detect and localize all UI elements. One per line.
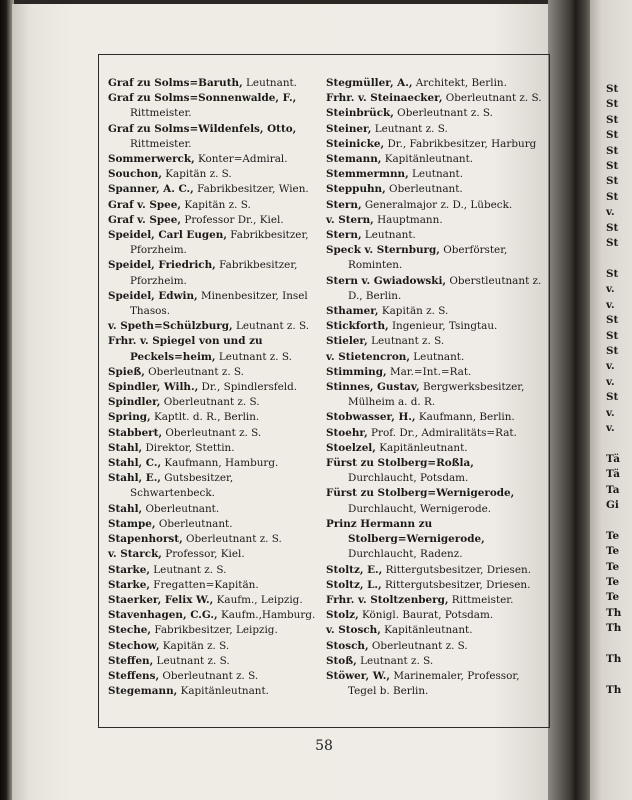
entry-name: Spanner, A. C.,: [108, 183, 194, 196]
entry-detail: Kapitänleutnant.: [379, 441, 468, 454]
entry-name: v. Stern,: [326, 213, 374, 226]
entry-detail: Oberleutnant.: [145, 502, 220, 515]
entry-detail: Oberleutnant z. S.: [162, 669, 259, 682]
entry-name: v. Stietencron,: [326, 350, 410, 363]
entry-detail: Kaufm., Leipzig.: [216, 593, 303, 606]
entry-detail: Mar.=Int.=Rat.: [389, 365, 472, 378]
directory-entry: [108, 410, 320, 425]
entry-name: Stemmermnn,: [326, 168, 409, 181]
entry-detail: Oberleutnant z. S.: [186, 533, 282, 546]
directory-entry: [108, 654, 320, 669]
entry-name: Steffen,: [108, 654, 154, 667]
entry-name: Graf zu Solms=Wildenfels, Otto,: [108, 122, 297, 135]
page-number: 58: [315, 738, 333, 754]
directory-entry: [108, 547, 320, 562]
directory-entry: [108, 334, 320, 364]
directory-entry: [326, 654, 542, 669]
entry-name: Steinbrück,: [326, 107, 394, 120]
entry-name: Stern,: [326, 198, 362, 211]
entry-detail: Rittergutsbesitzer, Driesen.: [384, 578, 531, 591]
next-page-fragment: [606, 251, 632, 266]
entry-name: Steffens,: [108, 669, 160, 682]
directory-entry: [108, 213, 320, 228]
directory-entry: [326, 669, 542, 699]
entry-name: Stahl, E.,: [108, 472, 161, 485]
entry-name: Graf v. Spee,: [108, 198, 182, 211]
directory-entry: [108, 639, 320, 654]
directory-entry: [326, 91, 542, 106]
next-page-fragment: Te: [606, 576, 620, 588]
entry-name: Stavenhagen, C.G.,: [108, 609, 218, 622]
next-page-fragment: St: [606, 237, 619, 250]
entry-detail: Königl. Baurat, Potsdam.: [362, 609, 494, 622]
entry-detail: Fabrikbesitzer, Leipzig.: [154, 624, 278, 637]
next-page-fragment: Th: [606, 683, 622, 696]
entry-detail: Architekt, Berlin.: [415, 77, 507, 89]
entry-name: Stapenhorst,: [108, 533, 183, 546]
directory-entry: [108, 289, 320, 319]
directory-entry: [108, 182, 320, 197]
directory-entry: [326, 563, 542, 578]
directory-entry: [326, 578, 542, 593]
entry-detail: Oberleutnant z. S.: [445, 92, 542, 105]
entry-name: Stickforth,: [326, 320, 389, 333]
directory-entry: [108, 91, 320, 121]
directory-entry: [108, 532, 320, 547]
entry-name: Spring,: [108, 411, 151, 424]
entry-name: Steppuhn,: [326, 183, 386, 196]
directory-entry: [326, 456, 542, 486]
entry-detail: Durchlaucht, Wernigerode.: [348, 502, 492, 515]
entry-name: Stoltz, E.,: [326, 563, 383, 576]
entry-name: Stahl,: [108, 441, 143, 454]
entry-detail: Kapitän z. S.: [165, 168, 232, 181]
next-page-fragment: St: [606, 344, 619, 357]
entry-name: Graf zu Solms=Sonnenwalde, F.,: [108, 92, 297, 105]
directory-entry: [326, 426, 542, 441]
entry-detail: Kaufm.,Hamburg.: [220, 609, 316, 622]
directory-entry: [326, 350, 542, 365]
entry-detail: Minenbesitzer, Insel Thasos.: [130, 289, 308, 318]
directory-entry: [108, 426, 320, 441]
next-page-fragment: St: [606, 314, 619, 327]
entry-name: Steinicke,: [326, 137, 385, 150]
next-page-fragment: v.: [606, 298, 615, 311]
next-page-fragment: Gi: [606, 498, 619, 511]
entry-name: v. Starck,: [108, 548, 162, 561]
directory-entry: [326, 593, 542, 608]
directory-entry: [108, 684, 320, 699]
directory-entry: [108, 76, 320, 91]
entry-detail: Generalmajor z. D., Lübeck.: [364, 198, 513, 211]
entry-name: Stinnes, Gustav,: [326, 381, 420, 394]
entry-name: Stobwasser, H.,: [326, 411, 416, 424]
entry-detail: Kapitän z. S.: [184, 198, 251, 211]
next-page-fragment: v.: [606, 360, 615, 373]
entry-name: Stechow,: [108, 639, 160, 652]
directory-entry: [326, 76, 542, 91]
directory-entry: [326, 441, 542, 456]
directory-entry: [108, 152, 320, 167]
entry-detail: Leutnant z. S.: [153, 563, 227, 576]
next-page-fragment: Te: [606, 529, 620, 542]
entry-name: Spieß,: [108, 365, 145, 378]
directory-entry: [108, 365, 320, 380]
next-page-fragment: v.: [606, 283, 615, 296]
directory-entry: [326, 380, 542, 410]
next-page-fragments: [606, 82, 632, 698]
next-page-fragment: St: [606, 160, 619, 173]
entry-name: v. Stosch,: [326, 624, 381, 637]
next-page-fragment: Th: [606, 622, 622, 635]
next-page-fragment: St: [606, 190, 619, 203]
entry-name: Spindler,: [108, 396, 161, 409]
next-page-fragment: St: [606, 221, 619, 234]
directory-entry: [108, 563, 320, 578]
entry-name: Starke,: [108, 578, 150, 591]
directory-entry: [326, 243, 542, 273]
directory-entry: [326, 517, 542, 563]
entry-detail: Oberleutnant z. S.: [148, 365, 244, 378]
entry-name: Frhr. v. Spiegel von und zu Peckels=heim,: [108, 335, 263, 363]
entry-detail: Kaufmann, Hamburg.: [164, 457, 279, 470]
entry-name: Stoelzel,: [326, 441, 376, 454]
entry-name: Stern v. Gwiadowski,: [326, 274, 447, 287]
directory-entry: [326, 608, 542, 623]
directory-entry: [108, 502, 320, 517]
entry-detail: Marinemaler, Professor, Tegel b. Berlin.: [348, 669, 520, 698]
entry-name: Steche,: [108, 624, 152, 637]
entry-name: Fürst zu Stolberg=Wernigerode,: [326, 487, 515, 500]
directory-entry: [108, 593, 320, 608]
entry-detail: Hauptmann.: [377, 213, 443, 226]
entry-detail: Leutnant z. S.: [156, 654, 230, 667]
entry-name: Fürst zu Stolberg=Roßla,: [326, 457, 474, 470]
entry-detail: Rittmeister.: [130, 137, 192, 150]
entry-name: Stegmüller, A.,: [326, 77, 413, 89]
directory-entry: [108, 471, 320, 501]
entry-name: Speidel, Friedrich,: [108, 259, 216, 272]
directory-entry: [326, 623, 542, 638]
next-page-fragment: St: [606, 175, 619, 188]
directory-entry: [326, 213, 542, 228]
next-page-fragment: Tä: [606, 452, 620, 465]
entry-name: Stoltz, L.,: [326, 578, 382, 591]
entry-detail: Leutnant z. S.: [218, 350, 292, 363]
entry-name: Steiner,: [326, 122, 372, 135]
entry-name: Staerker, Felix W.,: [108, 593, 214, 606]
directory-entry: [108, 228, 320, 258]
next-page-fragment: v.: [606, 421, 615, 434]
directory-entry: [326, 639, 542, 654]
entry-detail: Gutsbesitzer, Schwartenbeck.: [130, 472, 234, 500]
entry-detail: Kapitänleutnant.: [384, 153, 474, 166]
entry-detail: Oberleutnant z. S.: [371, 639, 468, 652]
entry-name: Stolz,: [326, 609, 359, 622]
left-column: [108, 76, 320, 699]
directory-entry: [108, 456, 320, 471]
next-page-fragment: Te: [606, 545, 620, 558]
directory-entry: [326, 167, 542, 182]
entry-detail: Leutnant.: [412, 168, 464, 181]
entry-detail: Professor, Kiel.: [165, 548, 245, 561]
directory-entry: [326, 182, 542, 197]
entry-detail: Leutnant.: [413, 350, 465, 363]
entry-detail: Oberleutnant z. S.: [397, 107, 493, 120]
entry-detail: Fabrikbesitzer, Pforzheim.: [130, 259, 298, 287]
directory-entry: [326, 137, 542, 152]
entry-detail: Oberleutnant.: [158, 517, 233, 530]
entry-detail: Kapitänleutnant.: [180, 685, 269, 698]
directory-entry: [326, 334, 542, 349]
entry-detail: Dr., Spindlersfeld.: [201, 381, 298, 394]
directory-entry: [108, 319, 320, 334]
entry-detail: Kaufmann, Berlin.: [418, 411, 515, 424]
entry-name: Speck v. Sternburg,: [326, 244, 440, 257]
directory-entry: [326, 198, 542, 213]
directory-entry: [326, 319, 542, 334]
entry-detail: Prof. Dr., Admiralitäts=Rat.: [371, 426, 517, 439]
directory-entry: [108, 578, 320, 593]
entry-name: Speidel, Edwin,: [108, 289, 198, 302]
directory-entry: [326, 304, 542, 319]
entry-detail: Kaptlt. d. R., Berlin.: [153, 411, 260, 424]
entry-name: Souchon,: [108, 168, 162, 181]
entry-detail: Leutnant z. S.: [374, 122, 448, 135]
entry-name: Stampe,: [108, 517, 156, 530]
entry-detail: Fabrikbesitzer, Pforzheim.: [130, 229, 309, 257]
directory-entry: [326, 410, 542, 425]
next-page-fragment: St: [606, 267, 619, 280]
entry-detail: Rittmeister.: [130, 107, 192, 120]
entry-name: Graf v. Spee,: [108, 213, 182, 226]
entry-detail: Rittergutsbesitzer, Driesen.: [385, 563, 531, 576]
entry-name: Sthamer,: [326, 305, 379, 318]
directory-entry: [326, 122, 542, 137]
entry-detail: Konter=Admiral.: [198, 153, 288, 166]
next-page-fragment: St: [606, 113, 619, 126]
entry-detail: Kapitänleutnant.: [384, 624, 473, 637]
next-page-fragment: Th: [606, 606, 622, 619]
next-page-fragment: [606, 436, 632, 451]
directory-entry: [108, 441, 320, 456]
entry-name: Stern,: [326, 229, 362, 242]
entry-detail: Oberleutnant z. S.: [165, 426, 262, 439]
next-page-fragment: [606, 637, 632, 652]
directory-entry: [108, 167, 320, 182]
entry-detail: Leutnant.: [364, 229, 416, 242]
entry-detail: Dr., Fabrikbesitzer, Harburg: [387, 137, 537, 150]
directory-entry: [108, 669, 320, 684]
directory-entry: [108, 517, 320, 532]
entry-name: Stabbert,: [108, 426, 163, 439]
entry-detail: Durchlaucht, Radenz.: [348, 548, 463, 561]
entry-name: Sommerwerck,: [108, 153, 195, 166]
directory-entry: [108, 395, 320, 410]
entry-detail: Ingenieur, Tsingtau.: [391, 320, 498, 333]
entry-name: Stemann,: [326, 153, 382, 166]
entry-name: Stieler,: [326, 335, 368, 348]
entry-name: Prinz Hermann zu Stolberg=Wernigerode,: [326, 517, 485, 546]
entry-name: Starke,: [108, 563, 150, 576]
directory-entry: [326, 228, 542, 243]
entry-detail: Durchlaucht, Potsdam.: [348, 472, 469, 485]
directory-entry: [326, 365, 542, 380]
directory-entry: [108, 380, 320, 395]
next-page-fragment: St: [606, 129, 619, 142]
directory-entry: [108, 198, 320, 213]
entry-detail: Professor Dr., Kiel.: [184, 213, 284, 226]
entry-detail: Direktor, Stettin.: [145, 441, 235, 454]
directory-entry: [108, 258, 320, 288]
entry-detail: Leutnant z. S.: [360, 654, 434, 667]
next-page-fragment: St: [606, 329, 619, 342]
directory-entry: [326, 106, 542, 121]
directory-entry: [326, 152, 542, 167]
entry-detail: Oberleutnant z. S.: [163, 396, 260, 409]
entry-name: Frhr. v. Stoltzenberg,: [326, 593, 449, 606]
next-page-fragment: Th: [606, 653, 622, 666]
next-page-fragment: [606, 513, 632, 528]
entry-name: Stahl,: [108, 502, 143, 515]
entry-name: Frhr. v. Steinaecker,: [326, 92, 443, 105]
entry-detail: Oberförster, Rominten.: [348, 244, 508, 272]
entry-detail: Leutnant z. S.: [371, 335, 445, 348]
entry-detail: Kapitän z. S.: [381, 305, 449, 318]
entry-name: Stahl, C.,: [108, 457, 162, 470]
next-page-fragment: Te: [606, 591, 620, 604]
next-page-fragment: Ta: [606, 483, 620, 496]
entry-detail: Oberstleutnant z. D., Berlin.: [348, 274, 542, 302]
next-page-fragment: [606, 667, 632, 682]
entry-detail: Fregatten=Kapitän.: [153, 578, 259, 591]
directory-entry: [108, 623, 320, 638]
next-page-fragment: v.: [606, 406, 615, 419]
next-page-fragment: Te: [606, 560, 620, 573]
entry-name: Stimming,: [326, 365, 387, 378]
entry-detail: Leutnant z. S.: [235, 320, 310, 333]
entry-name: Speidel, Carl Eugen,: [108, 229, 227, 242]
next-page-fragment: St: [606, 83, 619, 95]
entry-name: Stöwer, W.,: [326, 669, 391, 682]
entry-detail: Bergwerksbesitzer, Mülheim a. d. R.: [348, 381, 525, 409]
right-column: [326, 76, 542, 699]
entry-name: Graf zu Solms=Baruth,: [108, 77, 243, 89]
next-page-fragment: St: [606, 98, 619, 111]
directory-entry: [326, 486, 542, 516]
entry-detail: Fabrikbesitzer, Wien.: [197, 183, 309, 196]
entry-detail: Leutnant.: [246, 77, 297, 89]
entry-name: Stosch,: [326, 639, 369, 652]
entry-detail: Oberleutnant.: [389, 183, 463, 196]
entry-detail: Rittmeister.: [451, 593, 514, 606]
next-page-fragment: v.: [606, 206, 615, 219]
entry-name: v. Speth=Schülzburg,: [108, 320, 233, 333]
entry-detail: Kapitän z. S.: [162, 639, 230, 652]
directory-entry: [108, 122, 320, 152]
entry-name: Stoß,: [326, 654, 357, 667]
next-page-fragment: Tä: [606, 468, 620, 481]
directory-entry: [108, 608, 320, 623]
next-page-fragment: St: [606, 144, 619, 157]
entry-name: Stoehr,: [326, 426, 368, 439]
entry-name: Stegemann,: [108, 685, 178, 698]
next-page-fragment: St: [606, 391, 619, 404]
directory-entry: [326, 274, 542, 304]
next-page-fragment: v.: [606, 375, 615, 388]
entry-name: Spindler, Wilh.,: [108, 381, 199, 394]
